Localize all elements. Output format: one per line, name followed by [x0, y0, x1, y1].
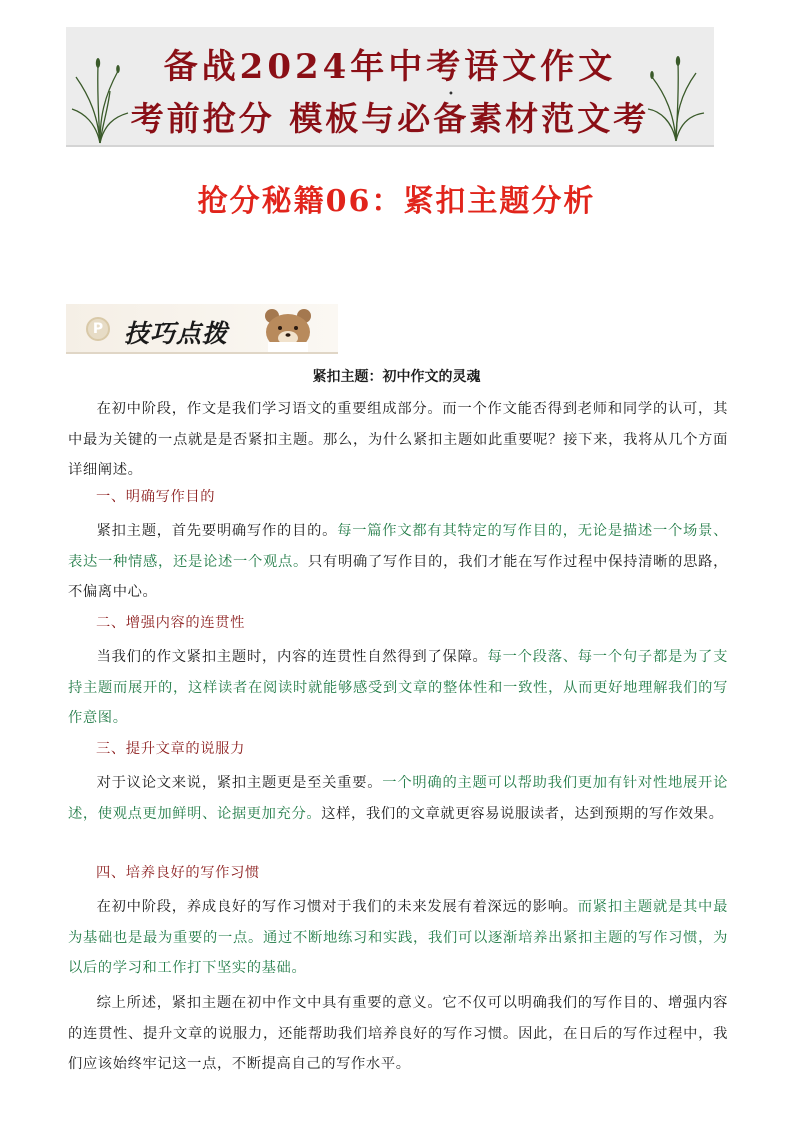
section-heading-1: 一、明确写作目的	[96, 489, 216, 505]
p-circle-icon: P	[86, 317, 110, 341]
section-text: 这样，我们的文章就更容易说服读者，达到预期的写作效果。	[321, 805, 724, 822]
section-paragraph-2	[68, 642, 728, 734]
section-highlight: 每一个段落、每一个句子都是为了支持主题而展开的，这样读者在阅读时就能够感受到文章的整体性和一致性，从而更好地理解我们的写作意图。	[68, 649, 728, 726]
page-title: 抢分秘籍06：紧扣主题分析	[197, 184, 596, 219]
section-text: 只有明确了写作目的，我们才能在写作过程中保持清晰的思路，不偏离中心。	[68, 553, 729, 600]
section-heading-4: 四、培养良好的写作习惯	[96, 865, 260, 881]
section-text: 对于议论文来说，紧扣主题更是至关重要。	[96, 775, 383, 791]
banner-title-line1: 备战2024年中考语文作文	[163, 47, 617, 87]
section-paragraph-4	[68, 892, 728, 984]
tips-badge	[66, 304, 338, 354]
banner-dot: •	[448, 89, 454, 100]
header-banner	[66, 27, 714, 147]
tips-badge-label: 技巧点拨	[124, 319, 229, 348]
section-text: 当我们的作文紧扣主题时，内容的连贯性自然得到了保障。	[96, 649, 488, 665]
section-paragraph-1	[68, 516, 728, 608]
section-text: 在初中阶段，养成良好的写作习惯对于我们的未来发展有着深远的影响。	[96, 899, 578, 915]
bear-mascot-icon	[260, 306, 316, 352]
section-paragraph-3	[68, 768, 728, 829]
section-heading-3: 三、提升文章的说服力	[96, 741, 245, 757]
section-highlight: 而紧扣主题就是其中最为基础也是最为重要的一点。通过不断地练习和实践，我们可以逐渐培养出紧扣主题的写作习惯，为以后的学习和工作打下坚实的基础。	[68, 899, 728, 976]
section-heading-2: 二、增强内容的连贯性	[96, 615, 245, 631]
article-title: 紧扣主题：初中作文的灵魂	[312, 369, 481, 385]
section-text: 紧扣主题，首先要明确写作的目的。	[96, 523, 338, 539]
section-highlight: 每一篇作文都有其特定的写作目的，无论是描述一个场景、表达一种情感，还是论述一个观点。	[68, 523, 728, 570]
intro-paragraph: 在初中阶段，作文是我们学习语文的重要组成部分。而一个作文能否得到老师和同学的认可，其中最为关键的一点就是是否紧扣主题。那么，为什么紧扣主题如此重要呢？接下来，我将从几个方面详细阐述。	[68, 401, 728, 478]
section-highlight: 一个明确的主题可以帮助我们更加有针对性地展开论述，使观点更加鲜明、论据更加充分。	[68, 775, 728, 822]
conclusion-paragraph: 综上所述，紧扣主题在初中作文中具有重要的意义。它不仅可以明确我们的写作目的、增强内容的连贯性、提升文章的说服力，还能帮助我们培养良好的写作习惯。因此，在日后的写作过程中，我们应该始终牢记这一点，不断提高自己的写作水平。	[68, 995, 728, 1072]
banner-title-line2: 考前抢分 模板与必备素材范文考	[130, 99, 650, 138]
